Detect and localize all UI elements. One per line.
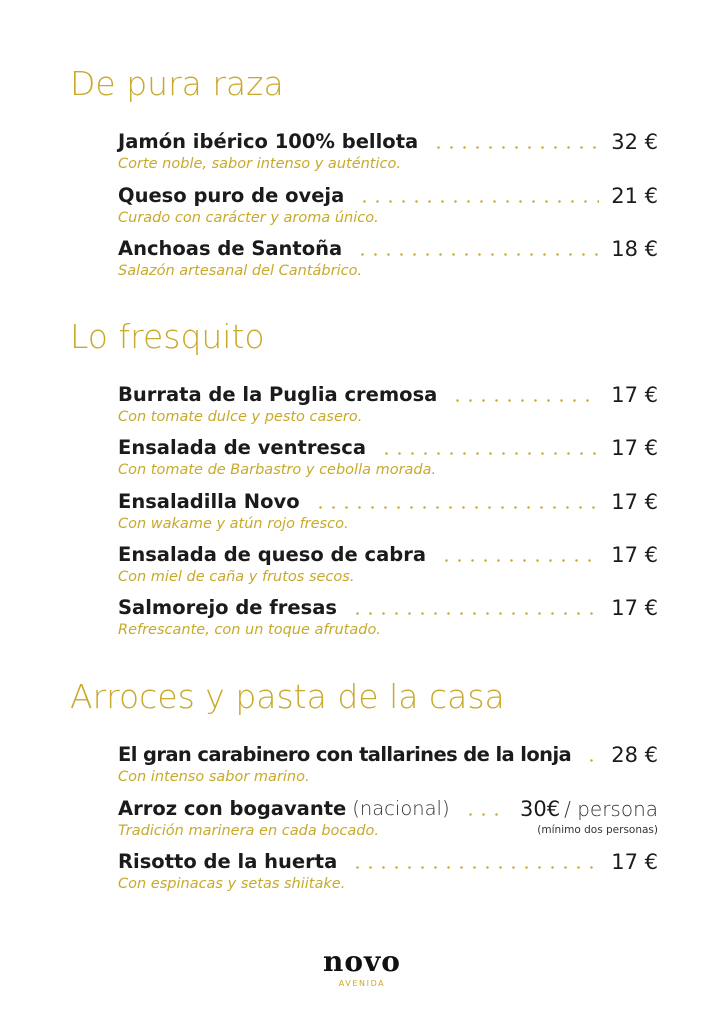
dot-leader xyxy=(585,759,599,762)
dot-leader xyxy=(451,399,599,402)
item-name: Arroz con bogavante xyxy=(118,797,347,820)
novo-logo xyxy=(312,945,412,988)
item-name: Burrata de la Puglia cremosa xyxy=(118,383,438,406)
item-name: Queso puro de oveja xyxy=(118,184,345,207)
item-price: 17 € xyxy=(611,596,658,620)
item-price: 17 € xyxy=(611,436,658,460)
item-price xyxy=(520,796,658,822)
menu-item xyxy=(118,796,658,844)
price-note: (mínimo dos personas) xyxy=(537,824,658,836)
item-description: Salazón artesanal del Cantábrico. xyxy=(118,263,363,279)
section-title-de-pura-raza: De pura raza xyxy=(70,64,284,103)
logo-subtitle: AVENIDA xyxy=(338,979,386,988)
dot-leader xyxy=(351,866,599,869)
section-title-lo-fresquito: Lo fresquito xyxy=(70,317,265,356)
dot-leader xyxy=(464,813,508,816)
dot-leader xyxy=(356,253,599,256)
section-title-arroces-y-pasta: Arroces y pasta de la casa xyxy=(70,677,505,716)
item-description: Con miel de caña y frutos secos. xyxy=(118,569,355,585)
item-price: 17 € xyxy=(611,383,658,407)
menu-item xyxy=(118,542,658,590)
item-description: Con tomate dulce y pesto casero. xyxy=(118,409,363,425)
item-price: 17 € xyxy=(611,543,658,567)
item-description: Con espinacas y setas shiitake. xyxy=(118,876,346,892)
item-description: Corte noble, sabor intenso y auténtico. xyxy=(118,156,401,172)
item-name: Jamón ibérico 100% bellota xyxy=(118,130,419,153)
item-name: Ensalada de queso de cabra xyxy=(118,543,426,566)
item-name: Risotto de la huerta xyxy=(118,850,338,873)
item-description: Con wakame y atún rojo fresco. xyxy=(118,516,349,532)
item-description: Tradición marinera en cada bocado. xyxy=(118,823,379,839)
item-name: Ensaladilla Novo xyxy=(118,490,300,513)
dot-leader xyxy=(314,506,600,509)
menu-item xyxy=(118,849,658,897)
dot-leader xyxy=(380,452,599,455)
dot-leader xyxy=(351,612,599,615)
item-name: Ensalada de ventresca xyxy=(118,436,366,459)
dot-leader xyxy=(358,200,599,203)
dot-leader xyxy=(432,146,599,149)
menu-item xyxy=(118,382,658,430)
item-price: 18 € xyxy=(611,237,658,261)
menu-item xyxy=(118,489,658,537)
item-name: Anchoas de Santoña xyxy=(118,237,343,260)
item-description: Con tomate de Barbastro y cebolla morada. xyxy=(118,462,437,478)
menu-item xyxy=(118,183,658,231)
dot-leader xyxy=(440,559,599,562)
menu-item xyxy=(118,742,658,790)
menu-item xyxy=(118,129,658,177)
item-price: 28 € xyxy=(611,743,658,767)
item-name: El gran carabinero con tallarines de la lonja xyxy=(118,743,572,766)
price-value: 30€ xyxy=(520,797,561,821)
logo-wordmark: novo xyxy=(323,945,401,978)
item-description: Curado con carácter y aroma único. xyxy=(118,210,379,226)
menu-item xyxy=(118,236,658,284)
item-price: 17 € xyxy=(611,490,658,514)
item-description: Refrescante, con un toque afrutado. xyxy=(118,622,381,638)
item-price: 21 € xyxy=(611,184,658,208)
menu-item xyxy=(118,595,658,643)
item-name: Salmorejo de fresas xyxy=(118,596,337,619)
item-description: Con intenso sabor marino. xyxy=(118,769,310,785)
item-name-note: (nacional) xyxy=(352,797,450,820)
item-price: 32 € xyxy=(611,130,658,154)
item-price: 17 € xyxy=(611,850,658,874)
price-unit: / persona xyxy=(564,797,658,821)
menu-item xyxy=(118,435,658,483)
